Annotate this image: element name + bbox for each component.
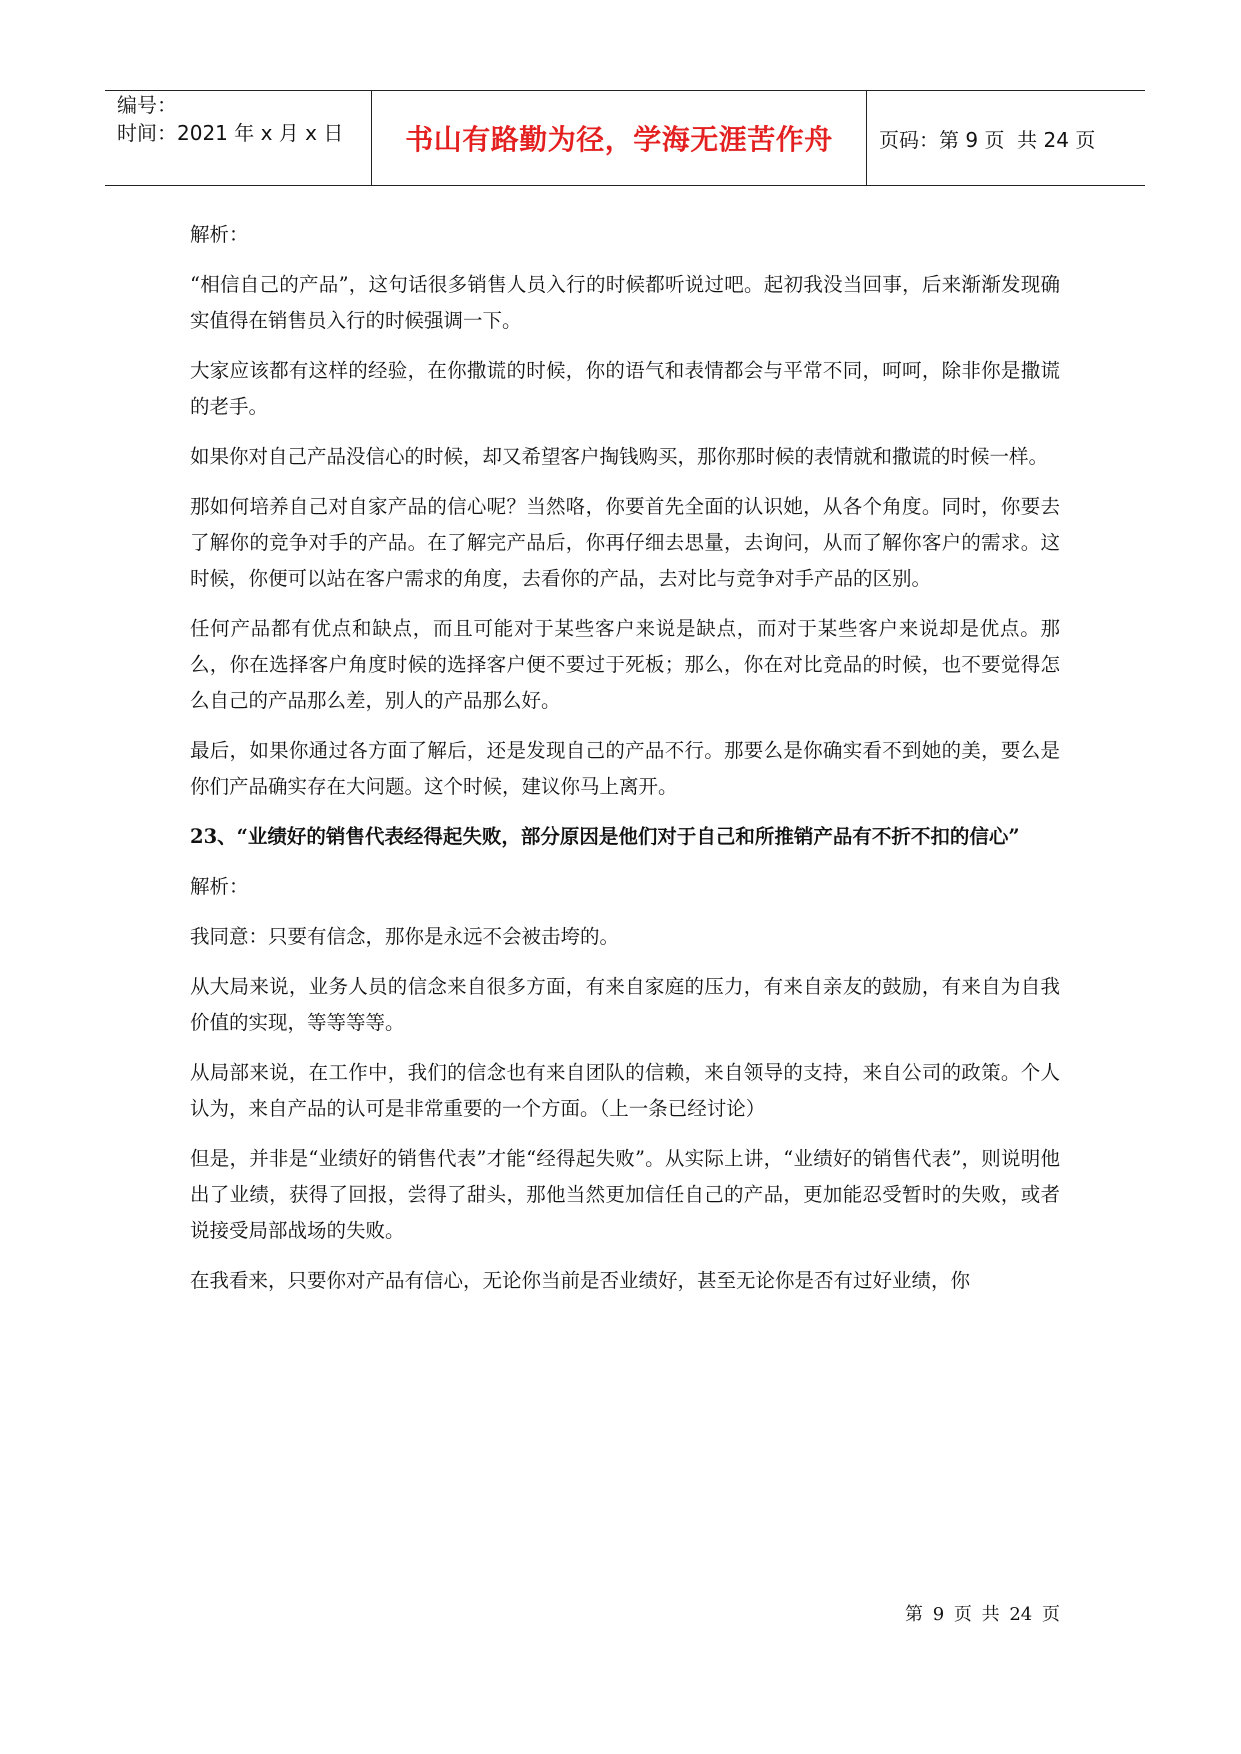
body-paragraph: 大家应该都有这样的经验，在你撒谎的时候，你的语气和表情都会与平常不同，呵呵，除非你是撒谎的老手。 [190,359,1060,418]
body-paragraph: 从局部来说，在工作中，我们的信念也有来自团队的信赖，来自领导的支持，来自公司的政策。个人认为，来自产品的认可是非常重要的一个方面。（上一条已经讨论） [190,1061,1060,1120]
body-paragraph: 任何产品都有优点和缺点，而且可能对于某些客户来说是缺点，而对于某些客户来说却是优点。那么，你在选择客户角度时候的选择客户便不要过于死板；那么，你在对比竞品的时候，也不要觉得怎么自己的产品那么差，别人的产品那么好。 [190,617,1060,712]
section-heading: 23、“业绩好的销售代表经得起失败，部分原因是他们对于自己和所推销产品有不折不扣的信心” [190,825,1020,848]
header-motto-cell [371,91,867,185]
header-page-cell [867,91,1157,185]
body-paragraph: 但是，并非是“业绩好的销售代表”才能“经得起失败”。从实际上讲，“业绩好的销售代表”，则说明他出了业绩，获得了回报，尝得了甜头，那他当然更加信任自己的产品，更加能忍受暂时的失败，或者说接受局部战场的失败。 [190,1147,1060,1242]
body-paragraph: 那如何培养自己对自家产品的信心呢？当然咯，你要首先全面的认识她，从各个角度。同时，你要去了解你的竞争对手的产品。在了解完产品后，你再仔细去思量，去询问，从而了解你客户的需求。这时候，你便可以站在客户需求的角度，去看你的产品，去对比与竞争对手产品的区别。 [190,495,1060,590]
body-paragraph: 如果你对自己产品没信心的时候，却又希望客户掏钱购买，那你那时候的表情就和撒谎的时候一样。 [190,445,1049,468]
header-page-number: 页码：第 9 页 共 24 页 [879,127,1096,152]
body-paragraph: 最后，如果你通过各方面了解后，还是发现自己的产品不行。那要么是你确实看不到她的美，要么是你们产品确实存在大问题。这个时候，建议你马上离开。 [190,739,1060,798]
body-paragraph: 解析： [190,223,249,246]
body-paragraph: 解析： [190,875,249,898]
document-number-label: 编号： [117,93,177,117]
page-footer: 第 9 页 共 24 页 [905,1604,1060,1625]
body-paragraph: “相信自己的产品”，这句话很多销售人员入行的时候都听说过吧。起初我没当回事，后来渐渐发现确实值得在销售员入行的时候强调一下。 [190,273,1060,332]
body-paragraph: 在我看来，只要你对产品有信心，无论你当前是否业绩好，甚至无论你是否有过好业绩，你 [190,1269,971,1292]
page-header [105,90,1145,186]
document-body [190,217,1060,1313]
header-info-cell [105,91,371,185]
header-motto: 书山有路勤为径，学海无涯苦作舟 [405,123,833,156]
document-time-label: 时间：2021 年 x 月 x 日 [117,121,344,145]
body-paragraph: 我同意：只要有信念，那你是永远不会被击垮的。 [190,925,620,948]
body-paragraph: 从大局来说，业务人员的信念来自很多方面，有来自家庭的压力，有来自亲友的鼓励，有来自为自我价值的实现，等等等等。 [190,975,1060,1034]
